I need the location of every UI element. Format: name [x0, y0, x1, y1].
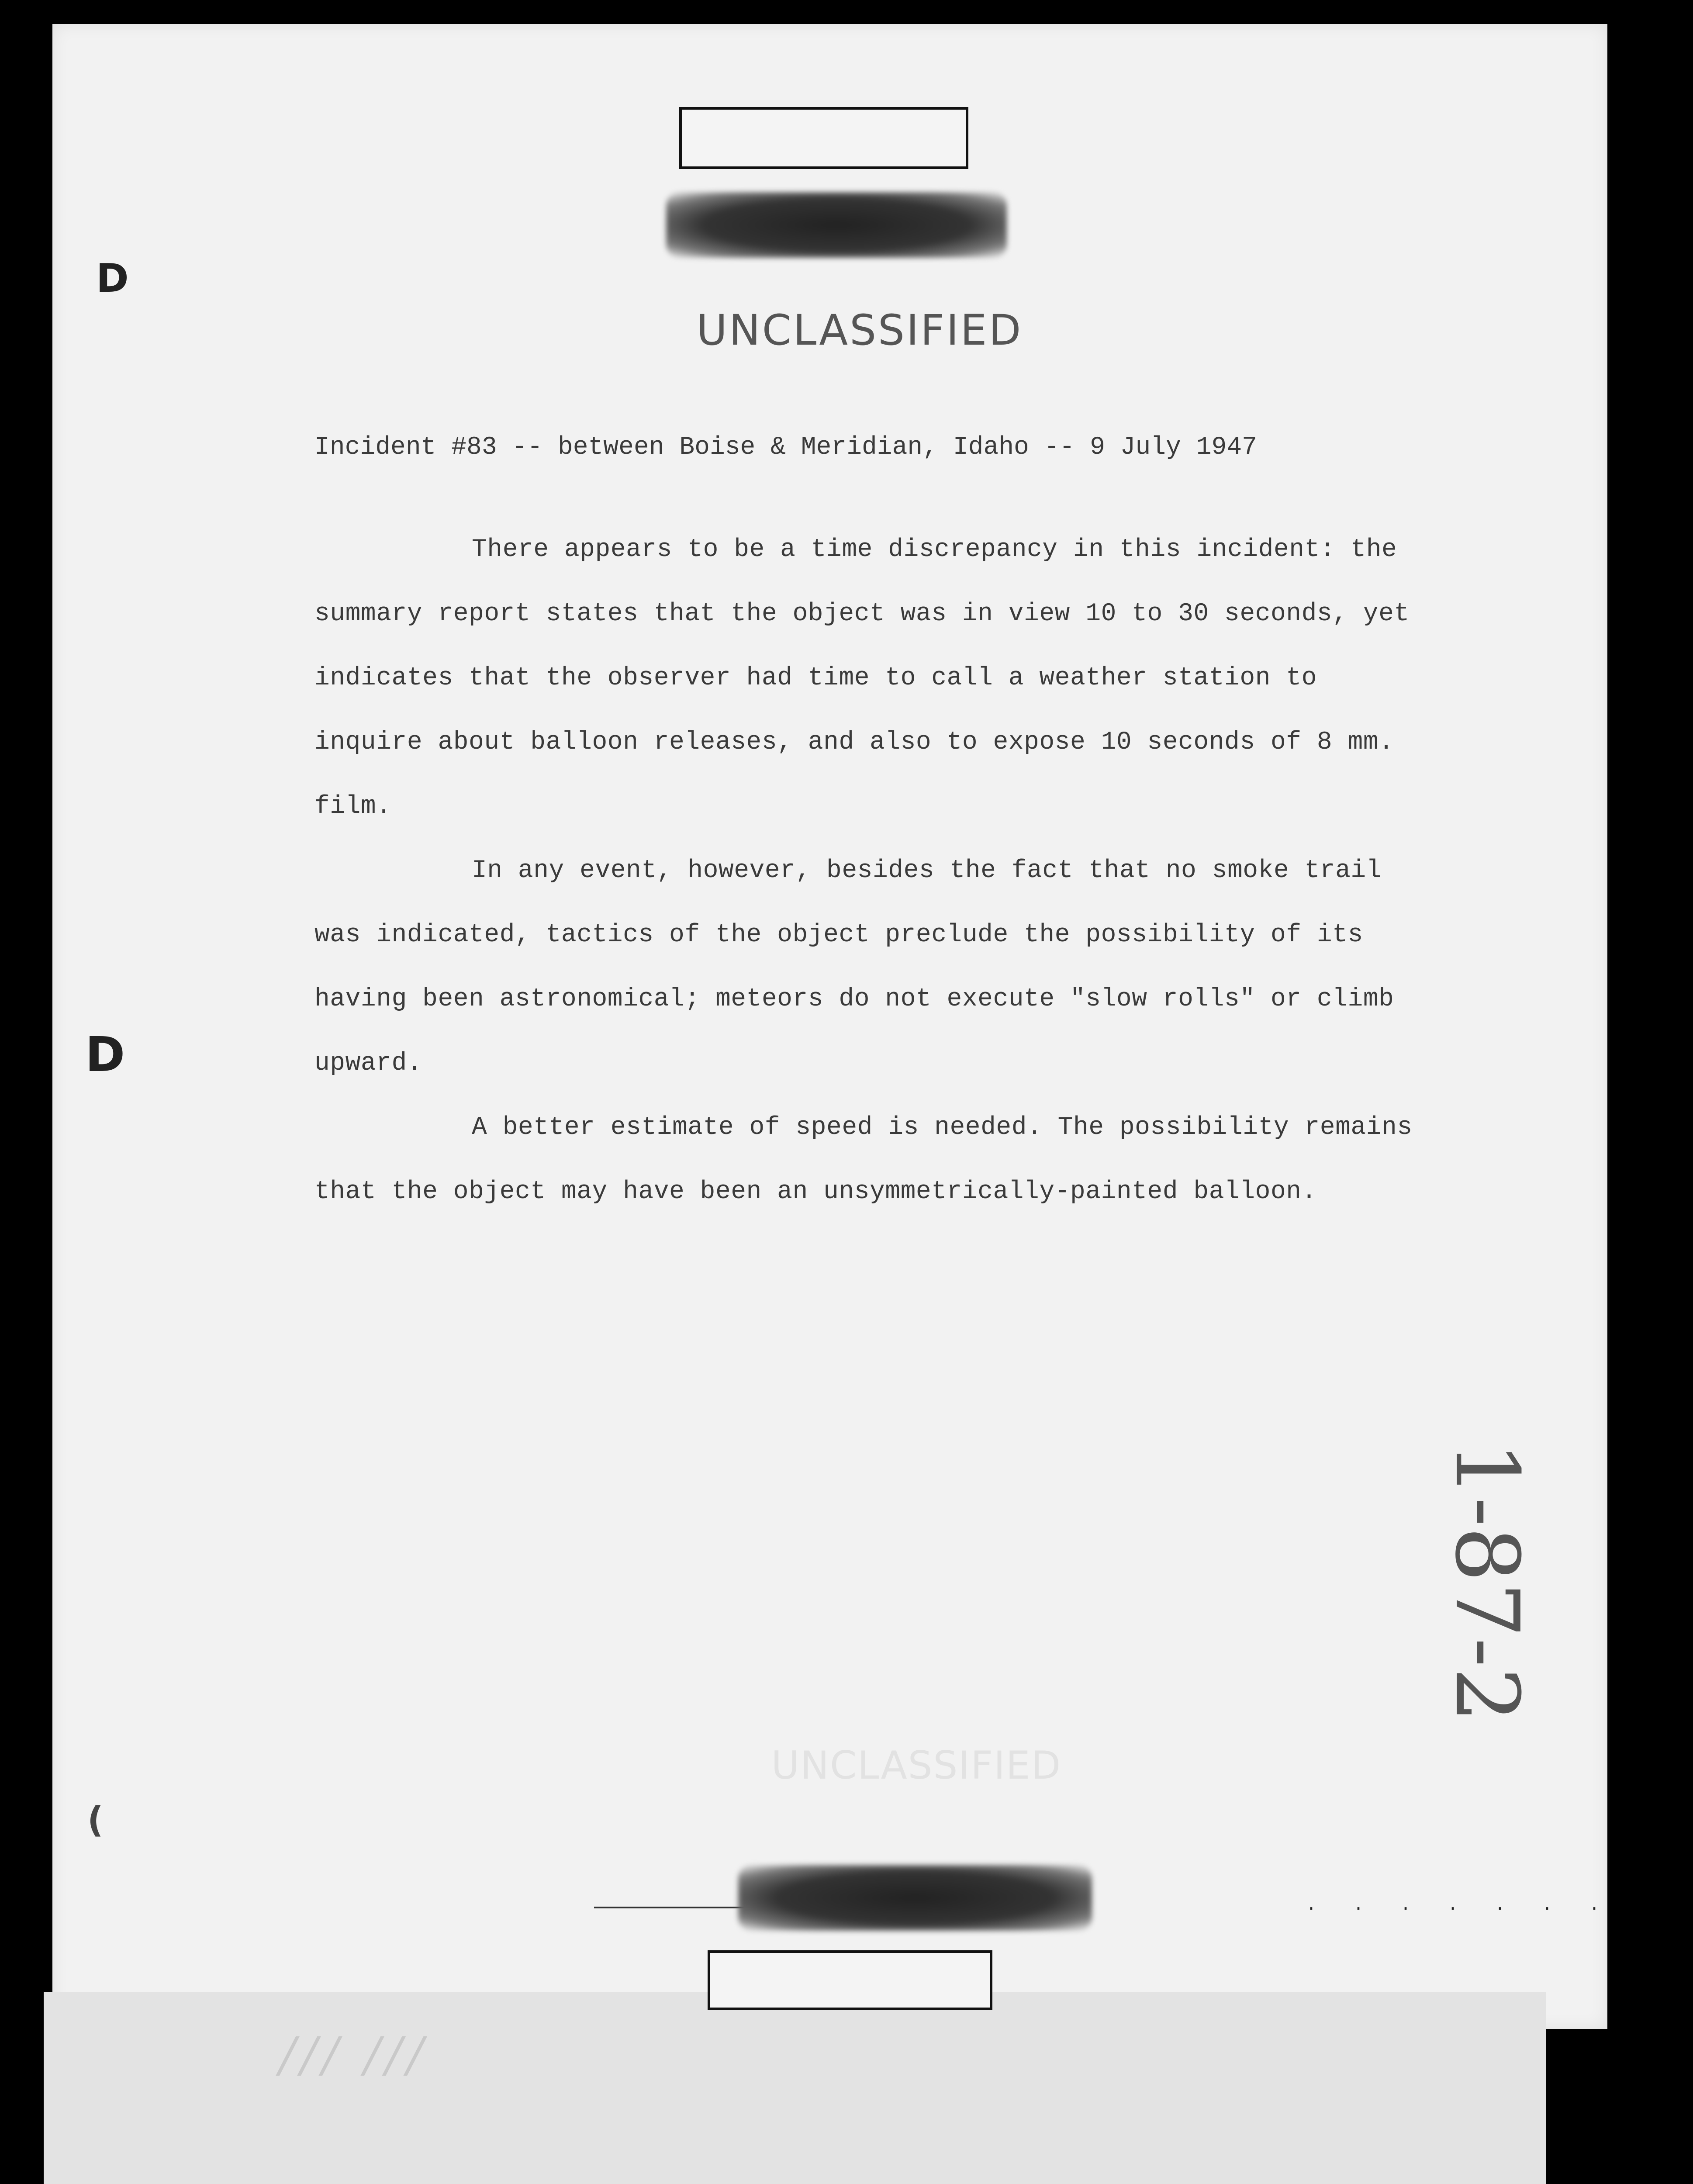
lower-scan-strip [44, 1992, 1546, 2184]
bottom-redaction-smudge [738, 1865, 1092, 1931]
incident-heading: Incident #83 -- between Boise & Meridian, Idaho -- 9 July 1947 [314, 433, 1257, 462]
paragraph-2: In any event, however, besides the fact that no smoke trail was indicated, tactics of the object preclude the possibility of its having been astronomical; meteors do not execute "slow rolls" or climb upward. [314, 857, 1394, 1078]
paragraph-3: A better estimate of speed is needed. The possibility remains that the object may have been an unsymmetrically-painted balloon. [314, 1113, 1413, 1206]
document-body [314, 430, 1415, 1224]
classification-stamp-bottom: UNCLASSIFIED [771, 1743, 1062, 1788]
top-redaction-box [679, 107, 968, 169]
paragraph-1: There appears to be a time discrepancy in this incident: the summary report states that the object was in view 10 to 30 seconds, yet indicates that the observer had time to call a weather station to inquire about balloon releases, and also to expose 10 seconds of 8 mm. film. [314, 536, 1410, 821]
margin-handwritten-note: 1-87-2 [1436, 1441, 1538, 1723]
lower-strip-marks: /// /// [280, 2027, 429, 2083]
punch-hole-bottom: ( [87, 1800, 104, 1840]
classification-stamp-top: UNCLASSIFIED [696, 306, 1023, 355]
dotted-leader: . . . . . . . [1306, 1896, 1613, 1915]
top-redaction-smudge [666, 192, 1007, 258]
punch-hole-middle: D [85, 1026, 125, 1082]
bottom-redaction-box [708, 1950, 992, 2010]
punch-hole-top: D [96, 256, 129, 301]
